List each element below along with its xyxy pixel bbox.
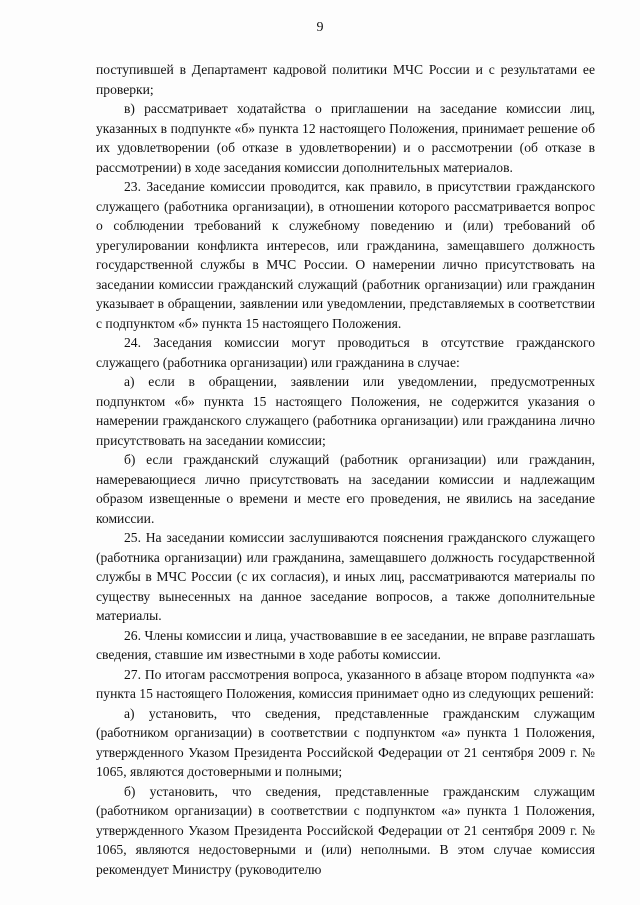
paragraph-9: 27. По итогам рассмотрения вопроса, указанного в абзаце втором подпункта «а» пункта 15 настоящего Положения, комиссия принимает одно из следующих решений: <box>96 666 595 701</box>
paragraph-1: поступившей в Департамент кадровой политики МЧС России и с результатами ее проверки; <box>96 62 595 97</box>
paragraph-5: а) если в обращении, заявлении или уведомлении, предусмотренных подпунктом «б» пункта 15 настоящего Положения, не содержится указания о намерении гражданского служащего (работника организации) или гражданина лично присутствовать на заседании комиссии; <box>96 374 595 448</box>
paragraph-2: в) рассматривает ходатайства о приглашении на заседание комиссии лиц, указанных в подпункте «б» пункта 12 настоящего Положения, принимает решение об их удовлетворении (об отказе в удовлетворении) и о рассмотрении (об отказе в рассмотрении) в ходе заседания комиссии дополнительных материалов. <box>96 101 595 175</box>
document-body <box>96 60 595 879</box>
paragraph-10: а) установить, что сведения, представленные гражданским служащим (работником организации) в соответствии с подпунктом «а» пункта 1 Положения, утвержденного Указом Президента Российской Федерации от 21 сентября 2009 г. № 1065, являются достоверными и полными; <box>96 705 595 779</box>
paragraph-7: 25. На заседании комиссии заслушиваются пояснения гражданского служащего (работника организации) или гражданина, замещавшего должность государственной службы в МЧС России (с их согласия), и иных лиц, рассматриваются материалы по существу вынесенных на данное заседание вопросов, а также дополнительные материалы. <box>96 530 595 623</box>
paragraph-4: 24. Заседания комиссии могут проводиться в отсутствие гражданского служащего (работника организации) или гражданина в случае: <box>96 335 595 370</box>
paragraph-8: 26. Члены комиссии и лица, участвовавшие в ее заседании, не вправе разглашать сведения, ставшие им известными в ходе работы комиссии. <box>96 627 595 662</box>
paragraph-3: 23. Заседание комиссии проводится, как правило, в присутствии гражданского служащего (работника организации), в отношении которого рассматривается вопрос о соблюдении требований к служебному поведению и (или) требований об урегулировании конфликта интересов, или гражданина, замещавшего должность государственной службы в МЧС России. О намерении лично присутствовать на заседании комиссии гражданский служащий (работник организации) или гражданин указывает в обращении, заявлении или уведомлении, представляемых в соответствии с подпунктом «б» пункта 15 настоящего Положения. <box>96 179 595 331</box>
paragraph-11: б) установить, что сведения, представленные гражданским служащим (работником организации) в соответствии с подпунктом «а» пункта 1 Положения, утвержденного Указом Президента Российской Федерации от 21 сентября 2009 г. № 1065, являются недостоверными и (или) неполными. В этом случае комиссия рекомендует Министру (руководителю <box>96 783 595 877</box>
paragraph-6: б) если гражданский служащий (работник организации) или гражданин, намеревающиеся лично присутствовать на заседании комиссии и надлежащим образом извещенные о времени и месте его проведения, не явились на заседание комиссии. <box>96 452 595 526</box>
page-number: 9 <box>316 20 324 35</box>
